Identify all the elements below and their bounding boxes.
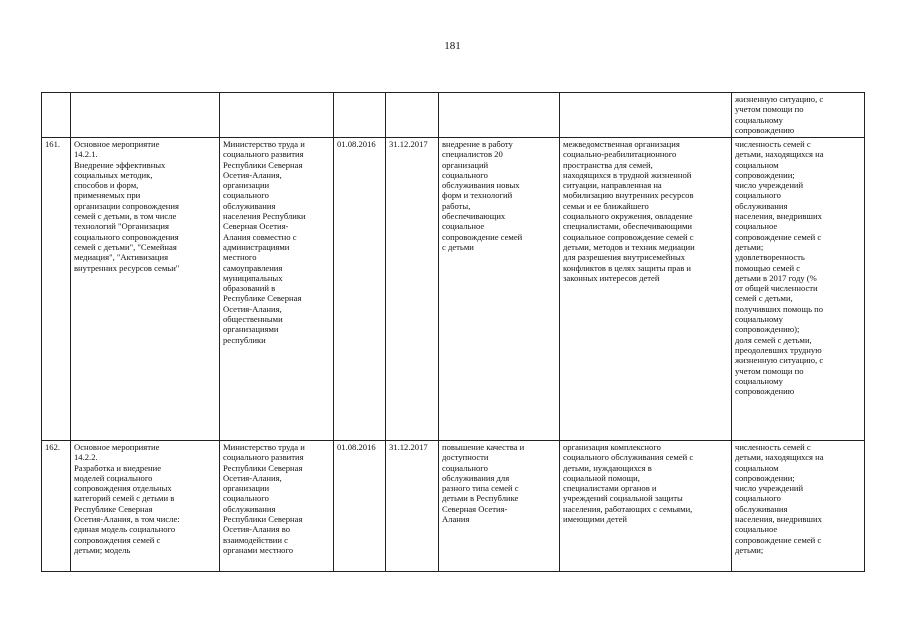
expected-result-cell (439, 441, 560, 572)
cell-text-line: сопровождении; (735, 169, 795, 180)
cell-text-line: населения, внедривших (735, 211, 822, 222)
cell-text-line: сопровождении; (735, 472, 795, 483)
cell-text-line: Основное мероприятие (74, 139, 160, 149)
executor-cell (220, 441, 334, 572)
end-date-cell (386, 93, 439, 138)
cell-text-line: численность семей с (735, 442, 811, 452)
cell-text-line: ситуации, направленная на (563, 180, 662, 191)
executor-cell (220, 138, 334, 441)
cell-text-line: Внедрение эффективных (74, 159, 166, 170)
cell-text-line: социального (442, 169, 488, 180)
cell-text-line: Республики Северная (223, 159, 303, 170)
cell-text-line: сопровождения семей с (74, 534, 161, 545)
start-date-cell: 01.08.2016 (334, 138, 386, 441)
cell-text-line: социальное (735, 524, 778, 535)
cell-text-line: моделей социального (74, 472, 153, 483)
row-number-cell (42, 93, 71, 138)
cell-text-line: детьми, нуждающихся в (563, 462, 652, 473)
cell-text-line: с детьми (442, 241, 474, 252)
cell-text-line: доля семей с детьми, (735, 334, 812, 345)
cell-text-line: социального (735, 493, 781, 504)
cell-text-line: обеспечивающих (442, 211, 506, 222)
cell-text-line: детьми в 2017 году (% (735, 272, 817, 283)
measure-title-cell (71, 441, 220, 572)
cell-text-line: семей с детьми", "Семейная (74, 241, 177, 252)
cell-text-line: технологий "Организация (74, 221, 169, 232)
cell-text-line: специалистами органов и (563, 483, 657, 494)
cell-text-line: специалистами, обеспечивающими (563, 221, 692, 232)
cell-text-line: число учреждений (735, 180, 804, 191)
cell-text-line: администрациями (223, 241, 290, 252)
cell-text-line: находящихся в трудной жизненной (563, 169, 692, 180)
cell-text-line: населения, внедривших (735, 514, 822, 525)
cell-text-line: учреждений социальной защиты (563, 493, 683, 504)
cell-text-line: социальному (735, 114, 783, 125)
cell-text-line: Министерство труда и (223, 139, 305, 149)
cell-text-line: организациями (223, 324, 279, 335)
cell-text-line: единая модель социального (74, 524, 176, 535)
cell-text-line: от общей численности (735, 283, 818, 294)
cell-text-line: детьми, методов и техник медиации (563, 241, 695, 252)
cell-text-line: социальное сопровождение семей с (563, 231, 694, 242)
cell-text-line: доступности (442, 452, 489, 463)
page-number: 181 (444, 40, 461, 52)
cell-text-line: социальному (735, 375, 783, 386)
indicators-cell (732, 138, 865, 441)
cell-text-line: 14.2.1. (74, 149, 98, 160)
cell-text-line: детьми в Республике (442, 493, 519, 504)
cell-text-line: организаций (442, 159, 489, 170)
cell-text-line: Осетия-Алания, (223, 169, 282, 180)
cell-text-line: обслуживания для (442, 472, 510, 483)
cell-text-line: специалистов 20 (442, 149, 503, 160)
cell-text-line: получивших помощь по (735, 303, 824, 314)
start-date-cell: 01.08.2016 (334, 441, 386, 572)
cell-text-line: социального (223, 190, 269, 201)
cell-text-line: численность семей с (735, 139, 811, 149)
cell-text-line: социального развития (223, 149, 304, 160)
cell-text-line: Северная Осетия- (442, 503, 508, 514)
row-number-cell: 161. (42, 138, 71, 441)
cell-text-line: обслуживания (735, 200, 788, 211)
cell-text-line: взаимодействии с (223, 534, 288, 545)
cell-text-line: социального окружения, овладение (563, 211, 693, 222)
cell-text-line: самоуправления (223, 262, 283, 273)
cell-text-line: детьми; (735, 241, 764, 252)
cell-text-line: социального развития (223, 452, 304, 463)
cell-text-line: населения Республики (223, 211, 306, 222)
cell-text-line: сопровождения отдельных (74, 483, 172, 494)
cell-text-line: Алания совместно с (223, 231, 297, 242)
cell-text-line: сопровождению); (735, 324, 800, 335)
cell-text-line: социального (735, 190, 781, 201)
cell-text-line: Северная Осетия- (223, 221, 289, 232)
start-date-cell (334, 93, 386, 138)
cell-text-line: детьми, находящихся на (735, 149, 824, 160)
cell-text-line: сопровождение семей с (735, 534, 822, 545)
cell-text-line: социальной помощи, (563, 472, 640, 483)
table-row (42, 138, 865, 441)
cell-text-line: обслуживания (735, 503, 788, 514)
cell-text-line: общественными (223, 314, 283, 325)
cell-text-line: преодолевших трудную (735, 344, 822, 355)
program-table (41, 92, 865, 572)
cell-text-line: социальное (735, 221, 778, 232)
cell-text-line: Разработка и внедрение (74, 462, 162, 473)
cell-text-line: 14.2.2. (74, 452, 98, 463)
cell-text-line: Осетия-Алания во (223, 524, 291, 535)
cell-text-line: детьми, находящихся на (735, 452, 824, 463)
cell-text-line: обслуживания (223, 200, 276, 211)
cell-text-line: организации (223, 180, 270, 191)
cell-text-line: обслуживания (223, 503, 276, 514)
cell-text-line: детьми; (735, 544, 764, 555)
expected-result-cell (439, 93, 560, 138)
cell-text-line: социальных методик, (74, 169, 153, 180)
cell-text-line: социальном (735, 462, 779, 473)
cell-text-line: социальное (442, 221, 485, 232)
cell-text-line: способов и форм, (74, 180, 139, 191)
cell-text-line: конфликтов в целях защиты прав и (563, 262, 692, 273)
expected-result-cell (439, 138, 560, 441)
cell-text-line: помощью семей с (735, 262, 801, 273)
cell-text-line: семей с детьми, в том числе (74, 211, 177, 222)
cell-text-line: Алания (442, 514, 470, 525)
cell-text-line: внедрение в работу (442, 139, 513, 149)
cell-text-line: социального сопровождения (74, 231, 179, 242)
cell-text-line: Республике Северная (74, 503, 153, 514)
cell-text-line: медиация", "Активизация (74, 252, 169, 263)
cell-text-line: пространства для семей, (563, 159, 653, 170)
content-cell (560, 93, 732, 138)
cell-text-line: применяемых при (74, 190, 141, 201)
cell-text-line: мобилизацию внутренних ресурсов (563, 190, 694, 201)
cell-text-line: учетом помощи по (735, 365, 804, 376)
indicators-cell (732, 441, 865, 572)
cell-text-line: организации сопровождения (74, 200, 179, 211)
cell-text-line: семьи и ее ближайшего (563, 200, 649, 211)
cell-text-line: форм и технологий (442, 190, 513, 201)
table-row (42, 441, 865, 572)
content-cell (560, 138, 732, 441)
cell-text-line: число учреждений (735, 483, 804, 494)
cell-text-line: образований в (223, 283, 276, 294)
cell-text-line: законных интересов детей (563, 272, 660, 283)
cell-text-line: категорий семей с детьми в (74, 493, 175, 504)
cell-text-line: Осетия-Алания, в том числе: (74, 514, 180, 525)
end-date-cell: 31.12.2017 (386, 441, 439, 572)
cell-text-line: детьми; модель (74, 544, 131, 555)
end-date-cell: 31.12.2017 (386, 138, 439, 441)
cell-text-line: организация комплексного (563, 442, 661, 452)
cell-text-line: социальному (735, 314, 783, 325)
cell-text-line: работы, (442, 200, 471, 211)
cell-text-line: для разрешения внутрисемейных (563, 252, 686, 263)
cell-text-line: учетом помощи по (735, 104, 804, 115)
cell-text-line: Основное мероприятие (74, 442, 160, 452)
cell-text-line: Республики Северная (223, 462, 303, 473)
cell-text-line: организации (223, 483, 270, 494)
cell-text-line: семей с детьми, (735, 293, 793, 304)
cell-text-line: жизненную ситуацию, с (735, 355, 824, 366)
cell-text-line: Республике Северная (223, 293, 302, 304)
cell-text-line: Осетия-Алания, (223, 303, 282, 314)
cell-text-line: жизненную ситуацию, с (735, 94, 824, 104)
cell-text-line: межведомственная организация (563, 139, 680, 149)
cell-text-line: республики (223, 334, 266, 345)
cell-text-line: сопровождению (735, 386, 795, 397)
cell-text-line: Министерство труда и (223, 442, 305, 452)
cell-text-line: социального (223, 493, 269, 504)
cell-text-line: социальном (735, 159, 779, 170)
cell-text-line: разного типа семей с (442, 483, 519, 494)
indicators-cell (732, 93, 865, 138)
cell-text-line: удовлетворенность (735, 252, 805, 263)
row-number-cell: 162. (42, 441, 71, 572)
cell-text-line: социального обслуживания семей с (563, 452, 694, 463)
cell-text-line: социально-реабилитационного (563, 149, 677, 160)
cell-text-line: внутренних ресурсов семьи" (74, 262, 180, 273)
cell-text-line: сопровождение семей с (735, 231, 822, 242)
cell-text-line: сопровождению (735, 124, 795, 135)
cell-text-line: муниципальных (223, 272, 283, 283)
executor-cell (220, 93, 334, 138)
cell-text-line: органами местного (223, 544, 294, 555)
cell-text-line: местного (223, 252, 257, 263)
measure-title-cell (71, 138, 220, 441)
cell-text-line: населения, работающих с семьями, (563, 503, 693, 514)
cell-text-line: сопровождение семей (442, 231, 523, 242)
cell-text-line: обслуживания новых (442, 180, 520, 191)
content-cell (560, 441, 732, 572)
cell-text-line: Республики Северная (223, 514, 303, 525)
cell-text-line: имеющими детей (563, 514, 628, 525)
cell-text-line: социального (442, 462, 488, 473)
measure-title-cell (71, 93, 220, 138)
cell-text-line: Осетия-Алания, (223, 472, 282, 483)
table-row (42, 93, 865, 138)
cell-text-line: повышение качества и (442, 442, 525, 452)
